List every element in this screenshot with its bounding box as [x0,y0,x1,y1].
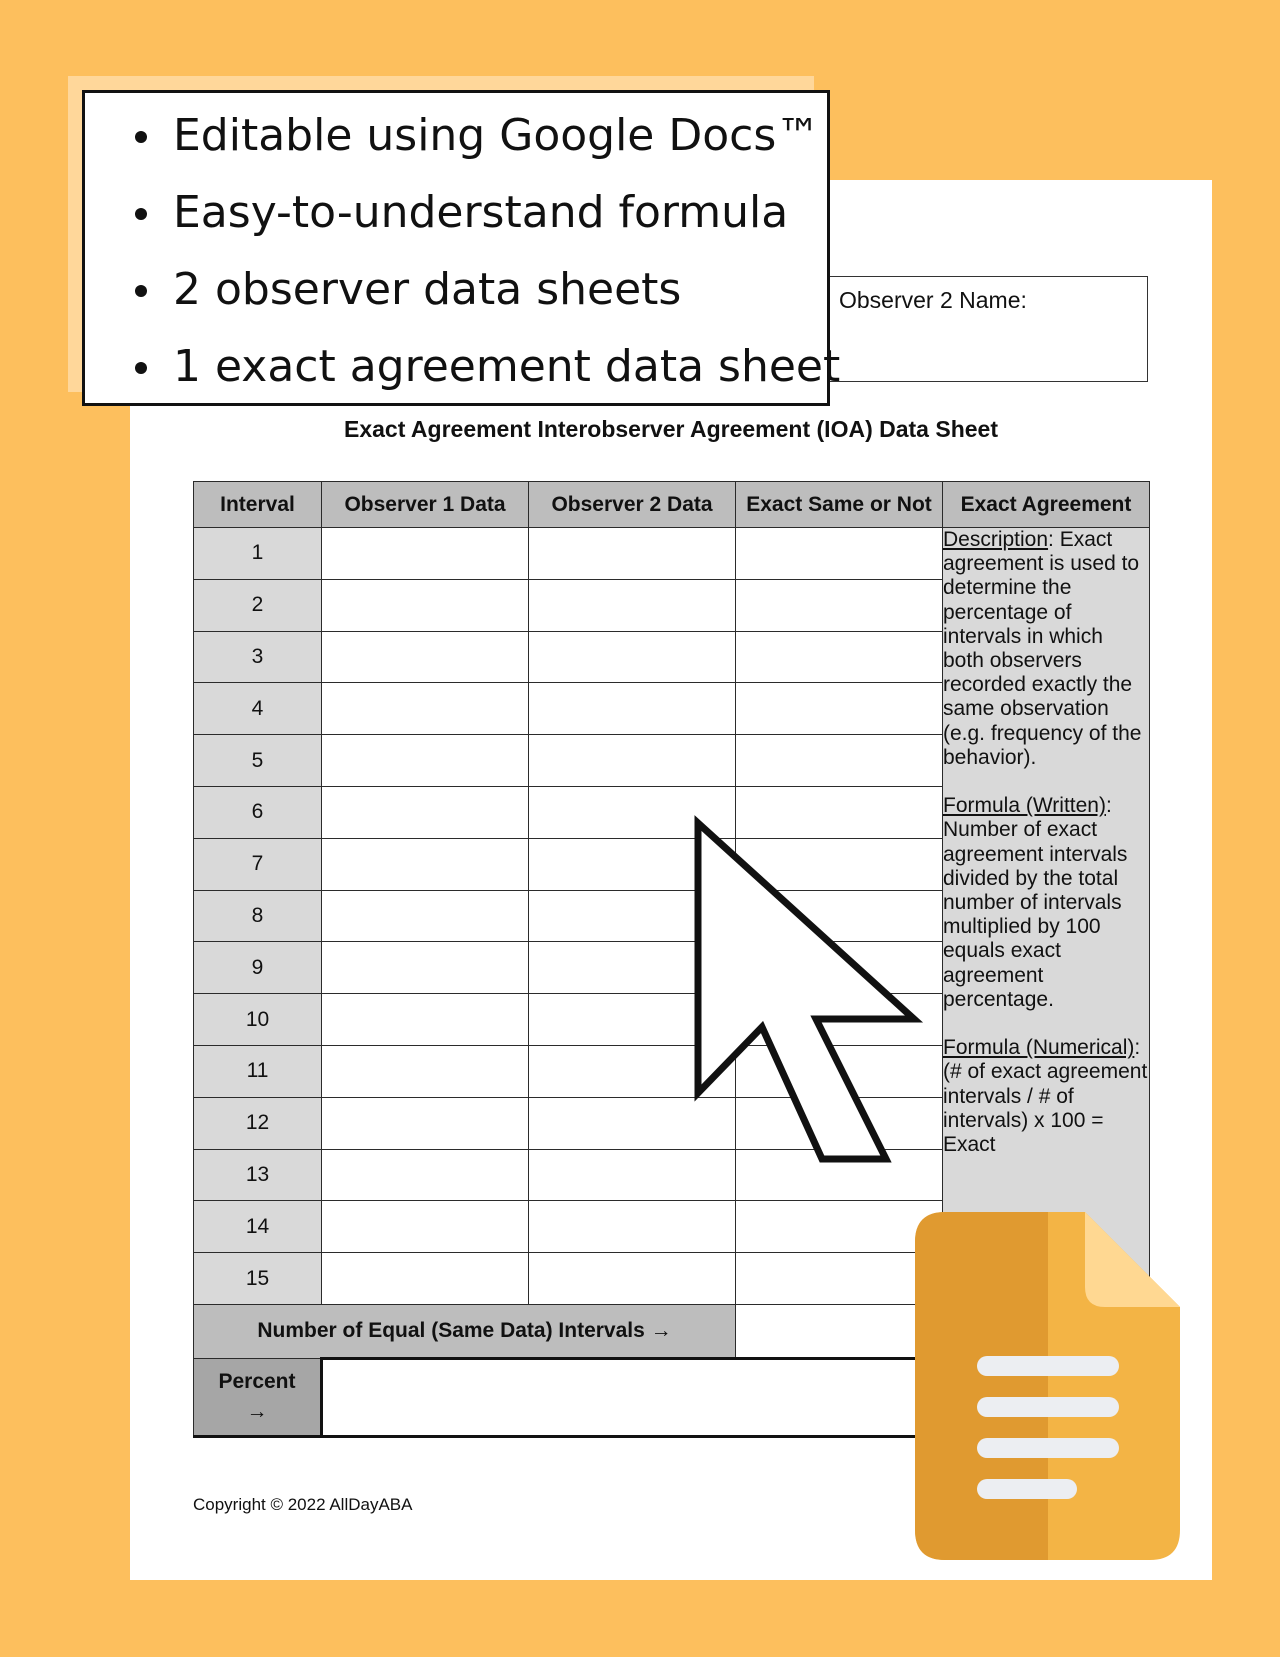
equal-intervals-label: Number of Equal (Same Data) Intervals → [194,1304,736,1358]
exact-agreement-description [943,528,1150,1305]
table-row [194,528,1150,580]
col-header-observer-2: Observer 2 Data [529,482,736,528]
observer-2-cell[interactable] [529,1201,736,1253]
interval-number: 4 [194,683,322,735]
observer-2-name-field[interactable] [828,276,1148,382]
description-heading: Description [943,528,1049,551]
interval-number: 11 [194,1045,322,1097]
bullet-icon [135,131,147,143]
col-header-interval: Interval [194,482,322,528]
formula-written-heading: Formula (Written) [943,794,1106,818]
table-header-row [194,482,1150,528]
observer-2-cell[interactable] [529,528,736,580]
formula-numerical-text: : (# of exact agreement intervals / # of intervals) x 100 = Exact [943,1036,1148,1157]
observer-1-cell[interactable] [322,1201,529,1253]
observer-2-cell[interactable] [529,735,736,787]
observer-2-cell[interactable] [529,579,736,631]
observer-1-cell[interactable] [322,838,529,890]
google-docs-icon [915,1212,1185,1562]
interval-number: 1 [194,528,322,580]
percent-label [194,1358,322,1436]
observer-1-cell[interactable] [322,735,529,787]
feature-item: 2 observer data sheets [135,251,840,328]
exact-same-cell[interactable] [736,1253,943,1305]
observer-1-cell[interactable] [322,890,529,942]
bullet-icon [135,208,147,220]
sheet-title: Exact Agreement Interobserver Agreement (IOA) Data Sheet [344,416,998,442]
observer-1-cell[interactable] [322,786,529,838]
exact-same-cell[interactable] [736,683,943,735]
exact-same-cell[interactable] [736,735,943,787]
interval-number: 2 [194,579,322,631]
interval-number: 6 [194,786,322,838]
col-header-observer-1: Observer 1 Data [322,482,529,528]
observer-1-cell[interactable] [322,579,529,631]
observer-1-cell[interactable] [322,528,529,580]
bullet-icon [135,362,147,374]
copyright-notice: Copyright © 2022 AllDayABA [193,1495,413,1514]
exact-same-cell[interactable] [736,579,943,631]
observer-1-cell[interactable] [322,1097,529,1149]
observer-1-cell[interactable] [322,994,529,1046]
interval-number: 5 [194,735,322,787]
observer-1-cell[interactable] [322,1253,529,1305]
col-header-exact-same: Exact Same or Not [736,482,943,528]
observer-2-cell[interactable] [529,683,736,735]
percent-label-text: Percent [218,1369,296,1393]
percent-arrow: → [246,1399,268,1423]
observer-2-cell[interactable] [529,1253,736,1305]
formula-written-text: : Number of exact agreement intervals divided by the total number of intervals multiplied by 100 equals exact agreement percentage. [943,794,1128,1011]
feature-list [135,97,840,405]
observer-1-cell[interactable] [322,1045,529,1097]
feature-list-box [82,90,841,406]
interval-number: 8 [194,890,322,942]
interval-number: 14 [194,1201,322,1253]
observer-1-cell[interactable] [322,631,529,683]
interval-number: 12 [194,1097,322,1149]
feature-item: Editable using Google Docs™ [135,97,840,174]
interval-number: 10 [194,994,322,1046]
observer-2-label: Observer 2 Name: [839,287,1027,313]
interval-number: 3 [194,631,322,683]
feature-item: Easy-to-understand formula [135,174,840,251]
observer-1-cell[interactable] [322,1149,529,1201]
exact-same-cell[interactable] [736,631,943,683]
formula-numerical-heading: Formula (Numerical) [943,1036,1135,1060]
bullet-icon [135,285,147,297]
interval-number: 15 [194,1253,322,1305]
description-text: : Exact agreement is used to determine the percentage of intervals in which both observers recorded exactly the same observation (e.g. frequency of the behavior). [943,528,1142,769]
cursor-arrow-icon [690,815,930,1175]
interval-number: 9 [194,942,322,994]
exact-same-cell[interactable] [736,1201,943,1253]
exact-same-cell[interactable] [736,528,943,580]
interval-number: 13 [194,1149,322,1201]
interval-number: 7 [194,838,322,890]
observer-1-cell[interactable] [322,942,529,994]
col-header-exact-agreement: Exact Agreement [943,482,1150,528]
observer-2-cell[interactable] [529,631,736,683]
observer-1-cell[interactable] [322,683,529,735]
feature-item: 1 exact agreement data sheet [135,328,840,405]
